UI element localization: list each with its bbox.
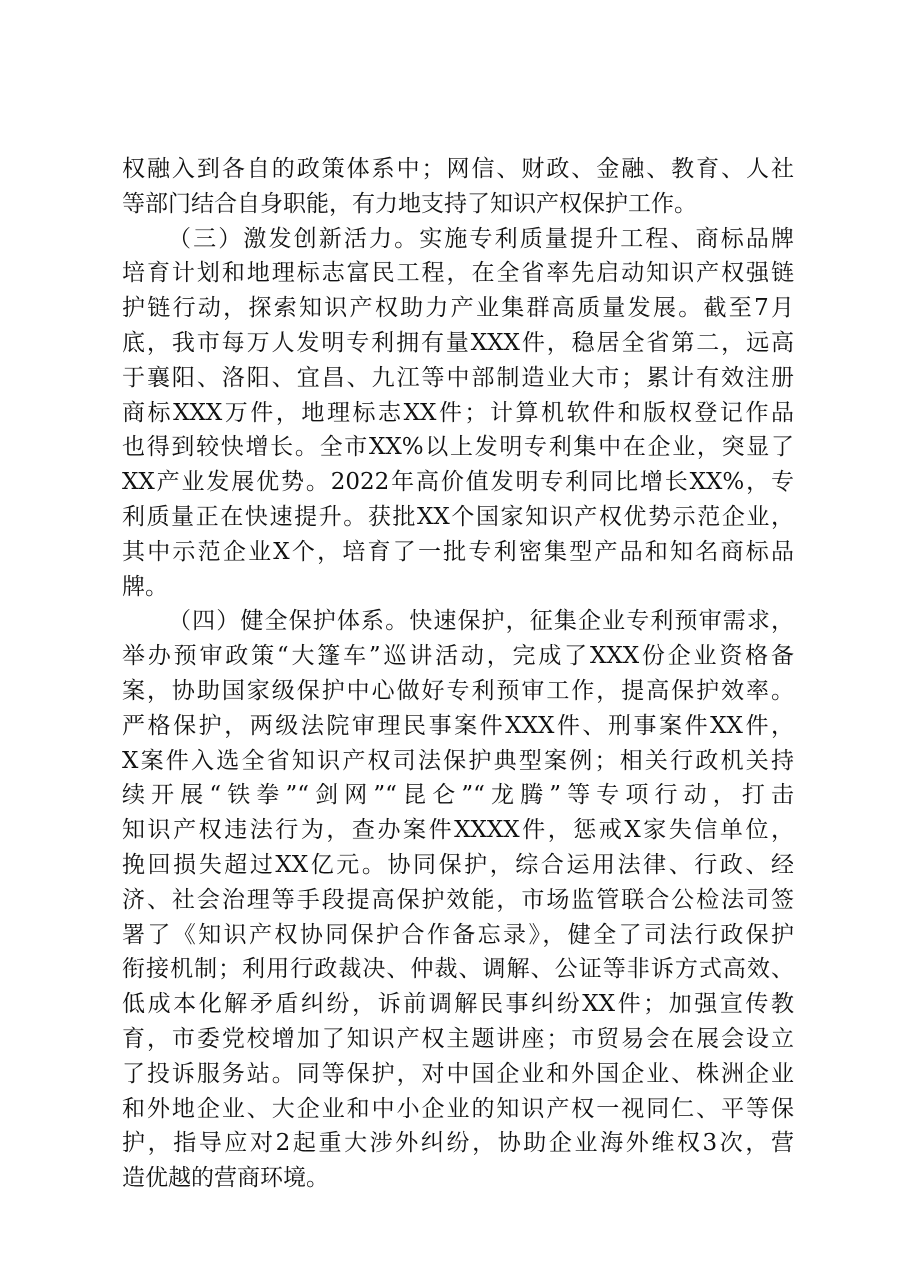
text-line: 署了《知识产权协同保护合作备忘录》，健全了司法行政保护 (122, 921, 794, 948)
text-line: 商标XXX万件，地理标志XX件；计算机软件和版权登记作品 (122, 399, 794, 426)
text-line: 造优越的营商环境。 (122, 1165, 329, 1192)
text-line: 知识产权违法行为，查办案件XXXX件，惩戒X家失信单位， (122, 817, 794, 844)
text-line: 等部门结合自身职能，有力地支持了知识产权保护工作。 (122, 190, 697, 217)
text-line: （四）健全保护体系。快速保护，征集企业专利预审需求， (168, 608, 794, 635)
text-line: 也得到较快增长。全市XX%以上发明专利集中在企业，突显了 (122, 434, 794, 461)
text-line: 低成本化解矛盾纠纷，诉前调解民事纠纷XX件；加强宣传教 (122, 991, 794, 1018)
text-line: 育，市委党校增加了知识产权主题讲座；市贸易会在展会设立 (122, 1025, 794, 1052)
text-line: 和外地企业、大企业和中小企业的知识产权一视同仁、平等保 (122, 1095, 794, 1122)
text-line: 于襄阳、洛阳、宜昌、九江等中部制造业大市；累计有效注册 (122, 364, 794, 391)
text-line: 严格保护，两级法院审理民事案件XXX件、刑事案件XX件， (122, 712, 794, 739)
text-line: 衔接机制；利用行政裁决、仲裁、调解、公证等非诉方式高效、 (122, 956, 794, 983)
text-line: 权融入到各自的政策体系中；网信、财政、金融、教育、人社 (122, 156, 794, 182)
text-line: 挽回损失超过XX亿元。协同保护，综合运用法律、行政、经 (122, 851, 794, 878)
text-line: （三）激发创新活力。实施专利质量提升工程、商标品牌 (168, 225, 794, 252)
paragraph-stimulate-innovation (122, 222, 794, 605)
text-line: 其中示范企业X个，培育了一批专利密集型产品和知名商标品 (122, 538, 794, 565)
text-line: 济、社会治理等手段提高保护效能，市场监管联合公检法司签 (122, 886, 794, 913)
body-text (122, 152, 794, 1196)
paragraph-protection-system (122, 604, 794, 1196)
text-line: 护，指导应对2起重大涉外纠纷，协助企业海外维权3次，营 (122, 1130, 794, 1157)
text-line: 牌。 (122, 573, 168, 600)
text-line: XX产业发展优势。2022年高价值发明专利同比增长XX%，专 (122, 469, 794, 496)
text-line: 案，协助国家级保护中心做好专利预审工作，提高保护效率。 (122, 677, 794, 704)
paragraph-continuation (122, 152, 794, 222)
text-line: 了投诉服务站。同等保护，对中国企业和外国企业、株洲企业 (122, 1060, 794, 1087)
text-line: 底，我市每万人发明专利拥有量XXX件，稳居全省第二，远高 (122, 329, 794, 356)
text-line: 续开展“铁拳”“剑网”“昆仑”“龙腾”等专项行动，打击 (122, 782, 794, 809)
text-line: 培育计划和地理标志富民工程，在全省率先启动知识产权强链 (122, 260, 794, 287)
text-line: 利质量正在快速提升。获批XX个国家知识产权优势示范企业， (122, 503, 794, 530)
text-line: 护链行动，探索知识产权助力产业集群高质量发展。截至7月 (122, 295, 794, 322)
text-line: 举办预审政策“大篷车”巡讲活动，完成了XXX份企业资格备 (122, 643, 794, 670)
text-line: X案件入选全省知识产权司法保护典型案例；相关行政机关持 (122, 747, 794, 774)
